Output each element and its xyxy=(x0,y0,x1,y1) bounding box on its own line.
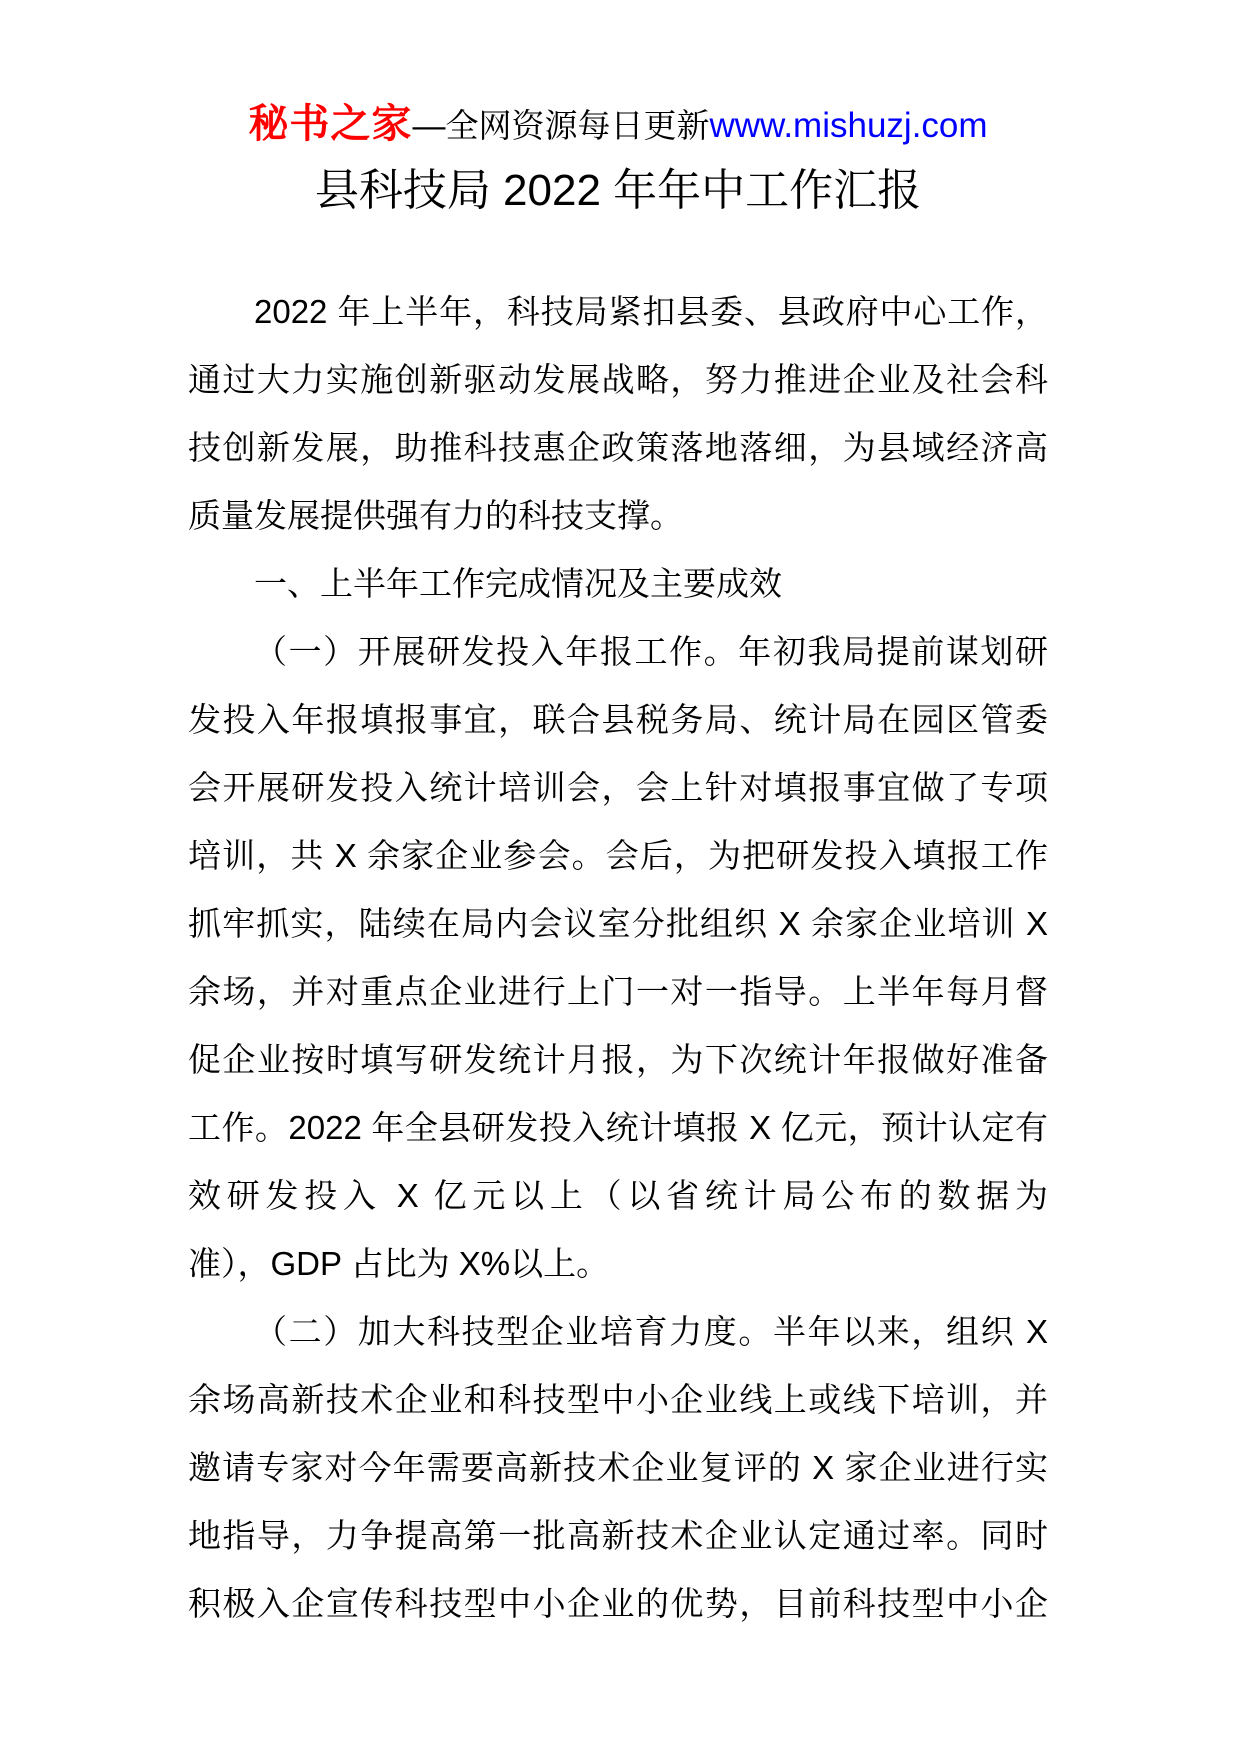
text-line: 培训，共 X 余家企业参会。会后，为把研发投入填报工作 xyxy=(188,837,1048,874)
text-line: 积极入企宣传科技型中小企业的优势，目前科技型中小企 xyxy=(188,1585,1048,1622)
document-title: 县科技局 2022 年年中工作汇报 xyxy=(314,166,922,215)
text-line: 技创新发展，助推科技惠企政策落地落细，为县域经济高 xyxy=(188,429,1048,466)
text-line: 抓牢抓实，陆续在局内会议室分批组织 X 余家企业培训 X xyxy=(188,905,1048,942)
text-line: 2022 年上半年，科技局紧扣县委、县政府中心工作， xyxy=(254,293,1048,330)
header-url-link[interactable]: www.mishuzj.com xyxy=(709,106,988,145)
site-header xyxy=(188,92,1048,144)
text-line: 质量发展提供强有力的科技支撑。 xyxy=(188,497,683,534)
text-line: 邀请专家对今年需要高新技术企业复评的 X 家企业进行实 xyxy=(188,1449,1048,1486)
text-line: （二）加大科技型企业培育力度。半年以来，组织 X xyxy=(254,1313,1048,1350)
text-line: 促企业按时填写研发统计月报，为下次统计年报做好准备 xyxy=(188,1041,1048,1078)
text-line: 工作。2022 年全县研发投入统计填报 X 亿元，预计认定有 xyxy=(188,1109,1048,1146)
section-heading: 一、上半年工作完成情况及主要成效 xyxy=(254,565,782,602)
text-line: （一）开展研发投入年报工作。年初我局提前谋划研 xyxy=(254,633,1048,670)
text-line: 余场高新技术企业和科技型中小企业线上或线下培训，并 xyxy=(188,1381,1048,1418)
text-line: 余场，并对重点企业进行上门一对一指导。上半年每月督 xyxy=(188,973,1048,1010)
text-line: 发投入年报填报事宜，联合县税务局、统计局在园区管委 xyxy=(188,701,1048,738)
text-line: 会开展研发投入统计培训会，会上针对填报事宜做了专项 xyxy=(188,769,1048,806)
header-tagline: —全网资源每日更新 xyxy=(412,107,710,144)
text-line: 通过大力实施创新驱动发展战略，努力推进企业及社会科 xyxy=(188,361,1048,398)
text-line: 准），GDP 占比为 X%以上。 xyxy=(188,1245,610,1282)
text-line: 地指导，力争提高第一批高新技术企业认定通过率。同时 xyxy=(188,1517,1048,1554)
brand-logo-text: 秘书之家 xyxy=(248,102,413,146)
text-line: 效研发投入 X 亿元以上（以省统计局公布的数据为 xyxy=(188,1177,1048,1214)
document-body xyxy=(188,278,1048,1638)
